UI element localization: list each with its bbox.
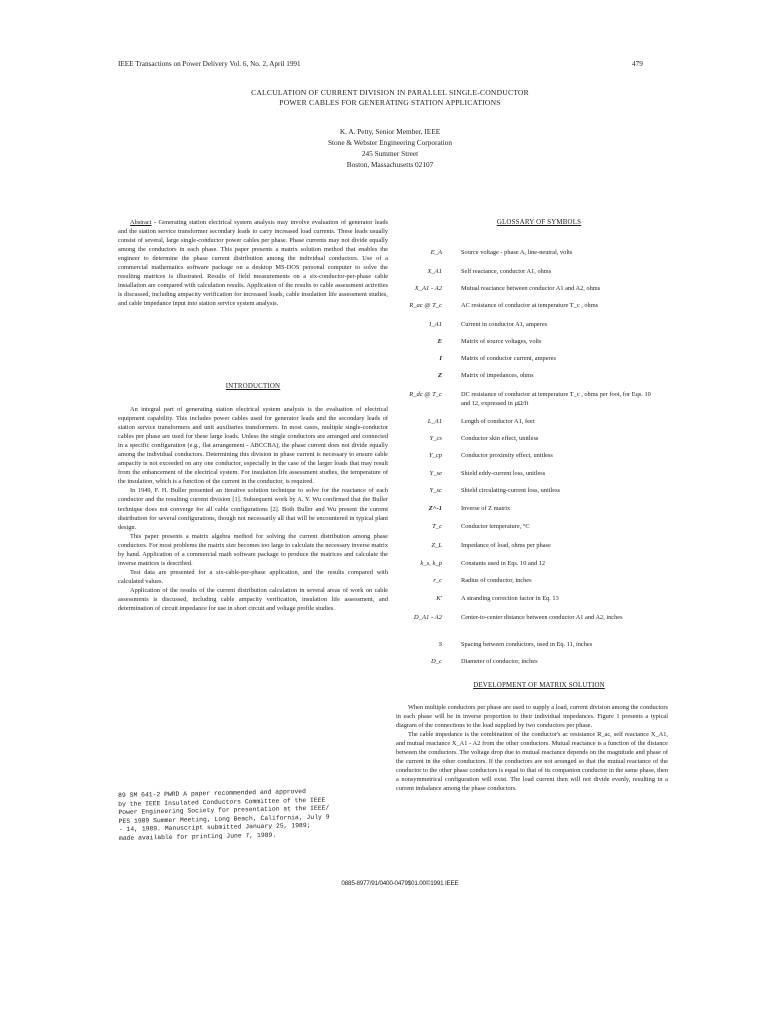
glossary-symbol: X_A1 - A2 [414,285,442,292]
footnote-line: 89 SM 641-2 PWRD A paper recommended and approved [118,788,307,799]
glossary-definition: Diameter of conductor, inches [461,658,538,665]
glossary-symbol: R_ac @ T_c [409,302,442,309]
introduction-body [118,405,388,613]
intro-paragraph: Test data are presented for a six-cable-per-phase application, and the results compared with calculated values. [118,568,388,585]
abstract-paragraph [118,218,388,308]
glossary-definition: Radius of conductor, inches [461,577,532,584]
intro-paragraph: This paper presents a matrix algebra method for solving the current distribution among phase conductors. For most problems the matrix size becomes too large to calculate the necessary inverse matrix by hand. Application of a commercial math software package to produce the matrices and calculate the inverse matrices is described. [118,532,388,567]
footnote-line: made available for printing June 7, 1989. [118,831,277,842]
glossary-symbol: T_c [432,523,442,530]
author-organization: Stone & Webster Engineering Corporation [327,138,453,147]
glossary-definition: Constants used in Eqs. 10 and 12 [461,560,546,567]
intro-paragraph: In 1949, F. H. Buller presented an iterative solution technique to solve for the reactance of each conductor and the resulting current division [1]. Subsequent work by A. Y. Wu confirmed that the Buller technique does not converge for all cable configurations [2]. Both Buller and Wu present the current distribution for several configurations, though not necessarily all that will be encountered in typical plant design. [118,487,388,531]
glossary-symbol: Y_cp [428,452,442,459]
glossary-definition: Source voltage - phase A, line-neutral, volts [461,249,573,256]
glossary-symbol: X_A1 [427,268,442,275]
development-body [396,703,668,793]
glossary-definition: Impedance of load, ohms per phase [461,542,551,549]
footnote-line: PES 1989 Summer Meeting, Long Beach, California, July 9 [118,813,330,825]
paper-title-line-2: POWER CABLES FOR GENERATING STATION APPLICATIONS [279,98,501,107]
glossary-symbol: K' [436,595,442,602]
paper-title-line-1: CALCULATION OF CURRENT DIVISION IN PARALLEL SINGLE-CONDUCTOR [251,88,529,97]
footnote-line: Power Engineering Society for presentation at the IEEE/ [118,804,330,816]
footnote-line: by the IEEE Insulated Conductors Committee of the IEEE [118,796,326,808]
submission-footnote [118,786,394,843]
glossary-definition: A stranding correction factor in Eq. 13 [461,595,559,602]
development-heading: DEVELOPMENT OF MATRIX SOLUTION [473,682,605,689]
footnote-line: - 14, 1989. Manuscript submitted January 25, 1989; [118,821,311,833]
glossary-symbol: Z^-1 [428,505,442,512]
glossary-symbol: S [438,641,442,648]
glossary-symbol: Z_L [431,542,442,549]
abstract-block [118,218,388,308]
page-number: 479 [632,60,643,68]
glossary-definition: Current in conductor A1, amperes [461,321,548,328]
glossary-definition: Shield eddy-current loss, unitless [461,470,546,477]
glossary-definition: Mutual reactance between conductor A1 and A2, ohms [461,285,601,292]
glossary-definition: Matrix of conductor current, amperes [461,355,556,362]
development-paragraph: The cable impedance is the combination of the conductor's ac resistance R_ac, self reactance X_A1, and mutual reactance X_A1 - A2 from the other conductors. Mutual reactance is a function of the distance between the conductors. The voltage drop due to mutual reactance depends on the magnitude and phase of the current in the other conductors. If the conductors are not arranged so that the mutual reactance of the conductor to the other phase conductors is equal to that of its companion conductor in the same phase, then a nonsymmetrical configuration will exist. The load current then will not divide evenly, resulting in a current imbalance among the phase conductors. [396,731,668,792]
glossary-symbol: Z [437,372,442,379]
journal-header: IEEE Transactions on Power Delivery Vol. 6, No. 2, April 1991 [118,60,301,68]
author-street: 245 Summer Street [361,149,419,158]
development-paragraph: When multiple conductors per phase are used to supply a load, current division among the conductors in each phase will be in inverse proportion to their individual impedances. Figure 1 presents a typical diagram of the connections to the load supplied by two conductors per phase. [396,704,668,729]
glossary-definition: Shield circulating-current loss, unitless [461,487,561,494]
glossary-definition: Spacing between conductors, used in Eq. 11, inches [461,641,593,648]
glossary-symbol: Y_sc [429,487,442,494]
glossary-definition: Matrix of impedances, ohms [461,372,534,379]
author-city: Boston, Massachusetts 02107 [346,160,434,169]
glossary-symbol: E_A [430,249,442,256]
glossary-definition: Conductor temperature, °C [461,523,530,530]
glossary-symbol: D_c [431,658,442,665]
glossary-definition: Conductor skin effect, unitless [461,435,539,442]
author-name: K. A. Petty, Senior Member, IEEE [339,127,441,136]
glossary-definition: Length of conductor A1, feet [461,418,535,425]
glossary-definition: Inverse of Z matrix [461,505,511,512]
copyright-line: 0885-8977/91/0400-0479$01.00©1991 IEEE [341,880,459,887]
glossary-definition: Self reactance, conductor A1, ohms [461,268,552,275]
abstract-text: - Generating station electrical system analysis may involve evaluation of generator leads and the station service transformer secondary leads to carry increased load currents. These leads usually consist of several, large single-conductor power cables per phase. Phase currents may not divide equally among the conductors in each phase. This paper presents a matrix solution method that enables the engineer to determine the phase current distribution among the individual conductors. Use of a commercial mathematics software package on a desktop MS-DOS personal computer to solve the resulting matrices is illustrated. Results of field measurements on a six-conductor-per-phase cable installation are compared with calculation results. Application of the results to cable assessment activities is discussed, including ampacity verification for increased loads, cable insulation life assessment studies, and cable impedance input into station service system analysis. [118,219,388,308]
glossary-symbol: Y_cs [429,435,442,442]
glossary-symbol: I_A1 [429,321,442,328]
glossary-definition: Matrix of source voltages, volts [461,338,542,345]
glossary-symbol: R_dc @ T_c [409,391,442,398]
glossary-symbol: r_c [433,577,442,584]
glossary-symbol: I [439,355,442,362]
glossary-symbol: E [437,338,442,345]
glossary-definition: Conductor proximity effect, unitless [461,452,553,459]
glossary-symbol: k_s, k_p [420,560,442,567]
glossary-definition: AC resistance of conductor at temperature T_c , ohms [461,302,599,309]
abstract-label: Abstract [130,219,152,226]
intro-paragraph: An integral part of generating station electrical system analysis is the evaluation of electrical equipment capability. This includes power cables used for generator leads and the secondary leads of station service transformers and unit auxiliaries transformers. In most cases, multiple single-conductor cables per phase are used for these large loads. Unless the single conductors are arranged and connected in a specific configuration (e.g., flat arrangement - ABCCBA), the phase current does not divide equally among the individual conductors. Determining this division in phase current is necessary to ensure cable ampacity is not exceeded on any one conductor, especially in the case of the larger loads that may result from the enhancement of the electrical system. For insulation life assessment studies, the temperature of the insulation, which is a function of the current in the conductor, is required. [118,406,388,486]
glossary-definition: DC resistance of conductor at temperature T_c , ohms per foot, for Eqs. 10 and 12, expressed in µΩ/ft [461,391,651,407]
glossary-definition: Center-to-center distance between conductor A1 and A2, inches [461,614,623,621]
introduction-heading: INTRODUCTION [225,383,281,390]
glossary-symbol: Y_se [429,470,442,477]
glossary-symbol: D_A1 - A2 [413,614,442,621]
intro-paragraph: Application of the results of the current distribution calculation in several areas of work on cable assessments is discussed, including cable ampacity verification, insulation life assessment, and determination of circuit impedance for use in short circuit and voltage profile studies. [118,586,388,613]
glossary-symbol: L_A1 [427,418,442,425]
glossary-heading: GLOSSARY OF SYMBOLS [496,219,582,226]
